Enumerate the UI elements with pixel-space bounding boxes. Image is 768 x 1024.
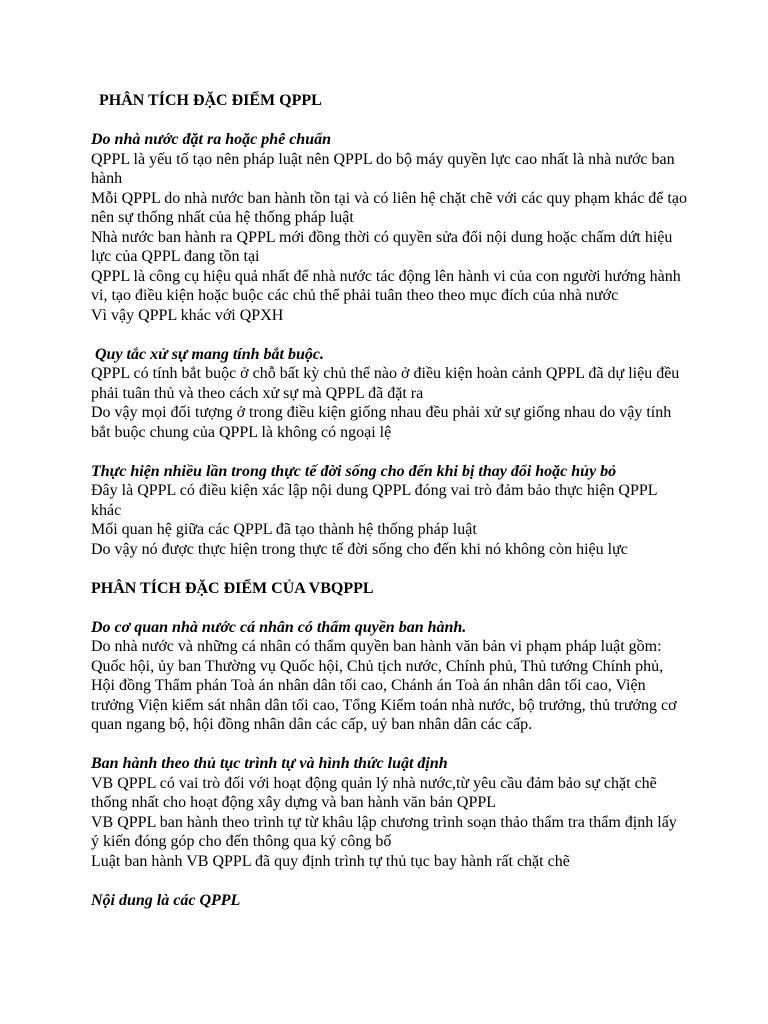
paragraph: QPPL có tính bắt buộc ở chỗ bất kỳ chủ thể nào ở điều kiện hoàn cảnh QPPL đã dự liệu đều phải tuân thủ và theo cách xử sự mà QPPL đã đặt ra [91,365,680,402]
paragraph: Đây là QPPL có điều kiện xác lập nội dung QPPL đóng vai trò đảm bảo thực hiện QPPL khác [91,482,657,519]
paragraph: Vì vậy QPPL khác với QPXH [91,306,284,324]
section-heading: PHÂN TÍCH ĐẶC ĐIỂM CỦA VBQPPL [91,579,374,597]
paragraph: QPPL là công cụ hiệu quả nhất để nhà nước tác động lên hành vi của con người hướng hành vi, tạo điều kiện hoặc buộc các chủ thể phải tuân theo theo mục đích của nhà nước [91,267,681,304]
paragraph: Mỗi QPPL do nhà nước ban hành tồn tại và có liên hệ chặt chẽ với các quy phạm khác để tạo nên sự thống nhất của hệ thống pháp luật [91,189,687,226]
paragraph: Luật ban hành VB QPPL đã quy định trình tự thủ tục bay hành rất chặt chẽ [91,852,570,870]
paragraph: VB QPPL ban hành theo trình tự từ khâu lập chương trình soạn thảo thẩm tra thẩm định lấy ý kiến đóng góp cho đến thông qua ký công bố [91,813,677,850]
subheading: Thực hiện nhiều lần trong thực tế đời sống cho đến khi bị thay đổi hoặc hủy bỏ [91,462,617,480]
subheading: Ban hành theo thủ tục trình tự và hình thức luật định [91,755,448,772]
paragraph: Do vậy nó được thực hiện trong thực tế đời sống cho đến khi nó không còn hiệu lực [91,540,628,558]
paragraph: VB QPPL có vai trò đối với hoạt động quản lý nhà nước,từ yêu cầu đảm bảo sự chặt chẽ thống nhất cho hoạt động xây dựng và ban hành văn bản QPPL [91,774,657,811]
subheading: Nội dung là các QPPL [91,891,241,909]
paragraph: Nhà nước ban hành ra QPPL mới đồng thời có quyền sửa đổi nội dung hoặc chấm dứt hiệu lực của QPPL đang tồn tại [91,228,673,265]
subheading: Do nhà nước đặt ra hoặc phê chuẩn [91,131,331,148]
paragraph: QPPL là yếu tố tạo nên pháp luật nên QPPL do bộ máy quyền lực cao nhất là nhà nước ban hành [91,150,675,187]
section-heading: PHÂN TÍCH ĐẶC ĐIỂM QPPL [95,92,322,109]
paragraph: Mối quan hệ giữa các QPPL đã tạo thành hệ thống pháp luật [91,521,477,538]
subheading: Quy tắc xử sự mang tính bắt buộc. [91,345,324,363]
subheading: Do cơ quan nhà nước cá nhân có thẩm quyền ban hành. [91,618,467,636]
paragraph: Do vậy mọi đối tượng ở trong điều kiện giống nhau đều phải xử sự giống nhau do vậy tính bắt buộc chung của QPPL là không có ngoại lệ [91,404,672,441]
paragraph: Do nhà nước và những cá nhân có thẩm quyền ban hành văn bản vi phạm pháp luật gồm: Quốc hội, ủy ban Thường vụ Quốc hội, Chủ tịch nước, Chính phủ, Thủ tướng Chính phủ, Hội đồng Thẩm phán Toà án nhân dân tối cao, Chánh án Toà án nhân dân tối cao, Viện trưởng Viện kiểm sát nhân dân tối cao, Tổng Kiểm toán nhà nước, bộ trưởng, thủ trưởng cơ quan ngang bộ, hội đồng nhân dân các cấp, uỷ ban nhân dân các cấp. [91,638,677,733]
